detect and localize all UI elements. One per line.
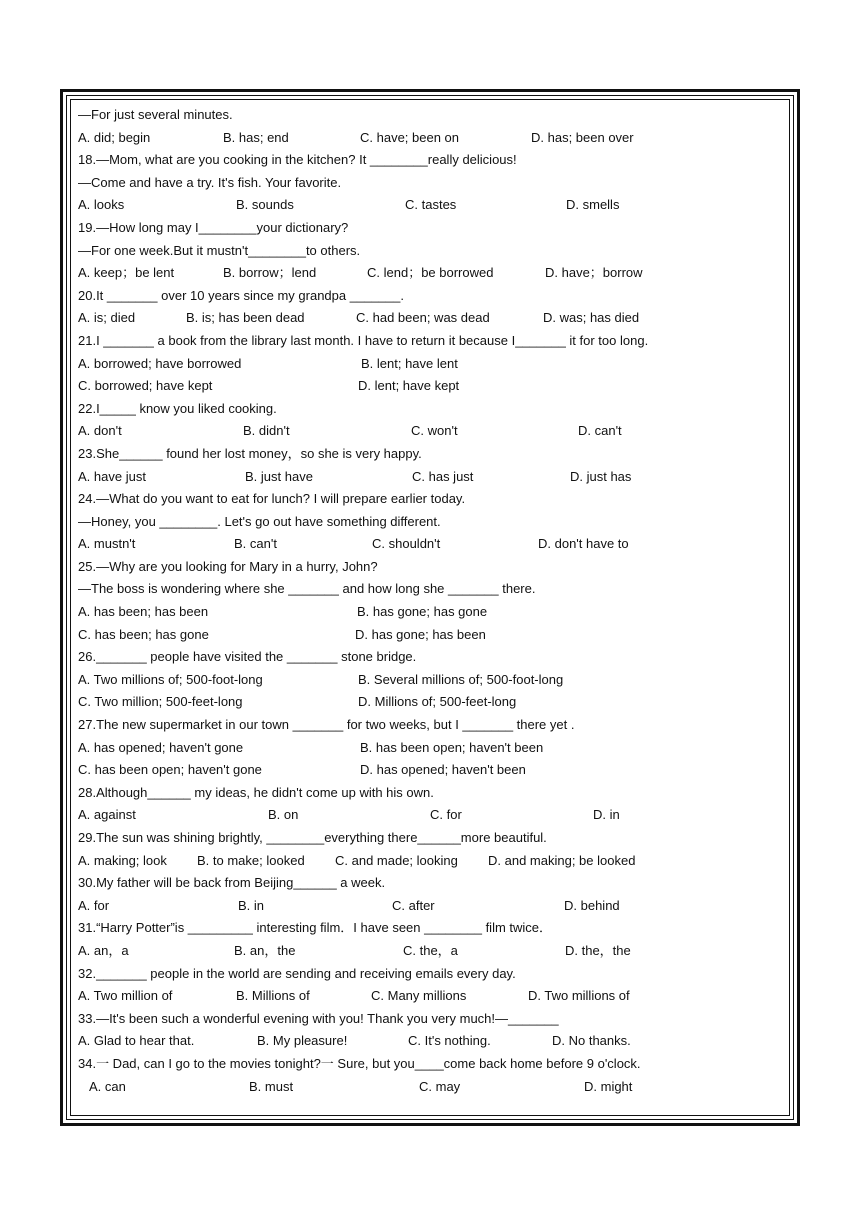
answer-option: D. just has [570,468,632,484]
answer-options [78,737,778,760]
answer-option: A. borrowed; have borrowed [78,355,242,371]
answer-option: B. Millions of [236,988,310,1004]
question-line: 26._______ people have visited the _______ stone bridge. [78,649,417,665]
question-line: 22.I_____ know you liked cooking. [78,400,277,416]
question-line: 31.“Harry Potter”is _________ interesting film．I have seen ________ film twice． [78,920,553,936]
answer-option: B. just have [245,468,313,484]
answer-option: B. didn't [243,423,290,439]
answer-option: A. making; look [78,852,167,868]
answer-option: B. to make; looked [197,852,305,868]
answer-option: B. an，the [234,942,296,958]
answer-option: D. Two millions of [528,988,630,1004]
answer-option: D. have；borrow [545,265,643,281]
answer-options [78,804,778,827]
answer-option: A. has been; has been [78,604,209,620]
answer-option: B. has gone; has gone [357,604,488,620]
answer-option: C. Many millions [371,988,467,1004]
question-line: 24.—What do you want to eat for lunch? I will prepare earlier today. [78,491,466,507]
question-line: 23.She______ found her lost money，so she is very happy. [78,445,422,461]
question-line: 32._______ people in the world are sending and receiving emails every day. [78,965,516,981]
answer-option: A. keep；be lent [78,265,175,281]
answer-options [78,940,778,963]
answer-option: B. in [238,897,265,913]
answer-option: B. has; end [223,129,289,145]
answer-option: C. It's nothing. [408,1033,491,1049]
answer-option: C. have; been on [360,129,460,145]
answer-option: C. shouldn't [372,536,441,552]
question-line: 29.The sun was shining brightly, ________everything there______more beautiful. [78,830,547,845]
question-line: 21.I _______ a book from the library last month. I have to return it because I_______ it for too long. [78,332,649,348]
answer-option: B. must [249,1078,294,1094]
answer-option: D. don't have to [538,536,629,552]
question-line: —For just several minutes. [78,107,233,122]
answer-option: C. may [419,1078,461,1094]
answer-options [78,601,778,624]
answer-option: C. lend；be borrowed [367,265,494,281]
answer-option: C. has just [412,468,474,484]
question-line: 34.一 Dad, can I go to the movies tonight?一 Sure, but you____come back home before 9 o'clock. [78,1055,641,1071]
answer-option: D. has; been over [531,129,634,145]
answer-option: B. sounds [236,197,294,213]
answer-options [78,1030,778,1053]
answer-option: C. for [430,807,462,823]
answer-option: A. is; died [78,310,136,326]
answer-options [78,466,778,489]
answer-option: A. looks [78,197,125,213]
answer-options [78,850,778,873]
answer-option: A. Two million of [78,988,173,1004]
question-line: —The boss is wondering where she _______ and how long she _______ there. [78,581,536,597]
answer-option: C. after [392,897,435,913]
exam-questions [78,104,778,1098]
answer-option: A. against [78,807,136,823]
question-line: 27.The new supermarket in our town _______ for two weeks, but I _______ there yet . [78,717,575,733]
answer-option: D. the，the [565,942,631,958]
answer-option: A. did; begin [78,129,151,145]
answer-option: A. Two millions of; 500-foot-long [78,671,263,687]
answer-option: C. had been; was dead [356,310,490,326]
answer-option: B. Several millions of; 500-foot-long [358,671,564,687]
answer-option: D. smells [566,197,620,213]
answer-option: D. Millions of; 500-feet-long [358,694,517,710]
answer-option: C. tastes [405,197,457,213]
answer-options [78,262,778,285]
question-line: —For one week.But it mustn't________to others. [78,242,361,258]
question-line: 19.—How long may I________your dictionary? [78,219,349,235]
answer-options [78,307,778,330]
answer-option: D. was; has died [543,310,640,326]
answer-option: C. borrowed; have kept [78,378,213,394]
answer-option: D. might [584,1078,633,1094]
answer-option: A. have just [78,468,146,484]
answer-options [78,533,778,556]
answer-options [78,375,778,398]
answer-option: B. on [268,807,299,823]
answer-option: A. don't [78,423,122,439]
answer-option: D. and making; be looked [488,852,636,868]
answer-option: A. for [78,897,110,913]
answer-option: A. an，a [78,942,129,958]
answer-options [78,759,778,782]
answer-option: C. has been open; haven't gone [78,762,262,778]
answer-option: C. the，a [403,942,458,958]
answer-option: B. My pleasure! [257,1033,348,1049]
question-line: 18.—Mom, what are you cooking in the kitchen? It ________really delicious! [78,152,517,168]
question-line: —Come and have a try. It's fish. Your favorite. [78,174,342,190]
answer-options [78,194,778,217]
answer-option: D. has gone; has been [355,626,486,642]
question-line: 28.Although______ my ideas, he didn't come up with his own. [78,784,434,800]
answer-option: B. borrow；lend [223,265,317,281]
answer-options [78,624,778,647]
answer-options [78,353,778,376]
answer-options [78,985,778,1008]
answer-option: C. won't [411,423,458,439]
answer-option: D. can't [578,423,622,439]
answer-options [78,1076,778,1099]
answer-options [78,669,778,692]
answer-option: A. mustn't [78,536,136,552]
answer-option: D. has opened; haven't been [360,762,526,778]
answer-option: D. No thanks. [552,1033,631,1049]
answer-option: C. and made; looking [335,852,458,868]
question-line: —Honey, you ________. Let's go out have something different. [78,513,441,529]
question-line: 25.—Why are you looking for Mary in a hurry, John? [78,558,378,574]
answer-options [78,127,778,150]
answer-option: A. has opened; haven't gone [78,739,244,755]
answer-option: D. lent; have kept [358,378,460,394]
answer-option: B. has been open; haven't been [360,739,544,755]
answer-option: B. can't [234,536,277,552]
answer-option: B. lent; have lent [361,355,458,371]
answer-options [78,895,778,918]
question-line: 33.—It's been such a wonderful evening with you! Thank you very much!—_______ [78,1010,559,1026]
answer-option: B. is; has been dead [186,310,305,326]
question-line: 30.My father will be back from Beijing______ a week. [78,875,386,891]
question-line: 20.It _______ over 10 years since my grandpa _______. [78,287,404,303]
answer-option: D. behind [564,897,620,913]
answer-option: A. Glad to hear that. [78,1033,195,1049]
answer-option: D. in [593,807,620,823]
answer-option: C. has been; has gone [78,626,209,642]
answer-option: A. can [89,1078,126,1094]
answer-option: C. Two million; 500-feet-long [78,694,243,710]
answer-options [78,691,778,714]
answer-options [78,420,778,443]
